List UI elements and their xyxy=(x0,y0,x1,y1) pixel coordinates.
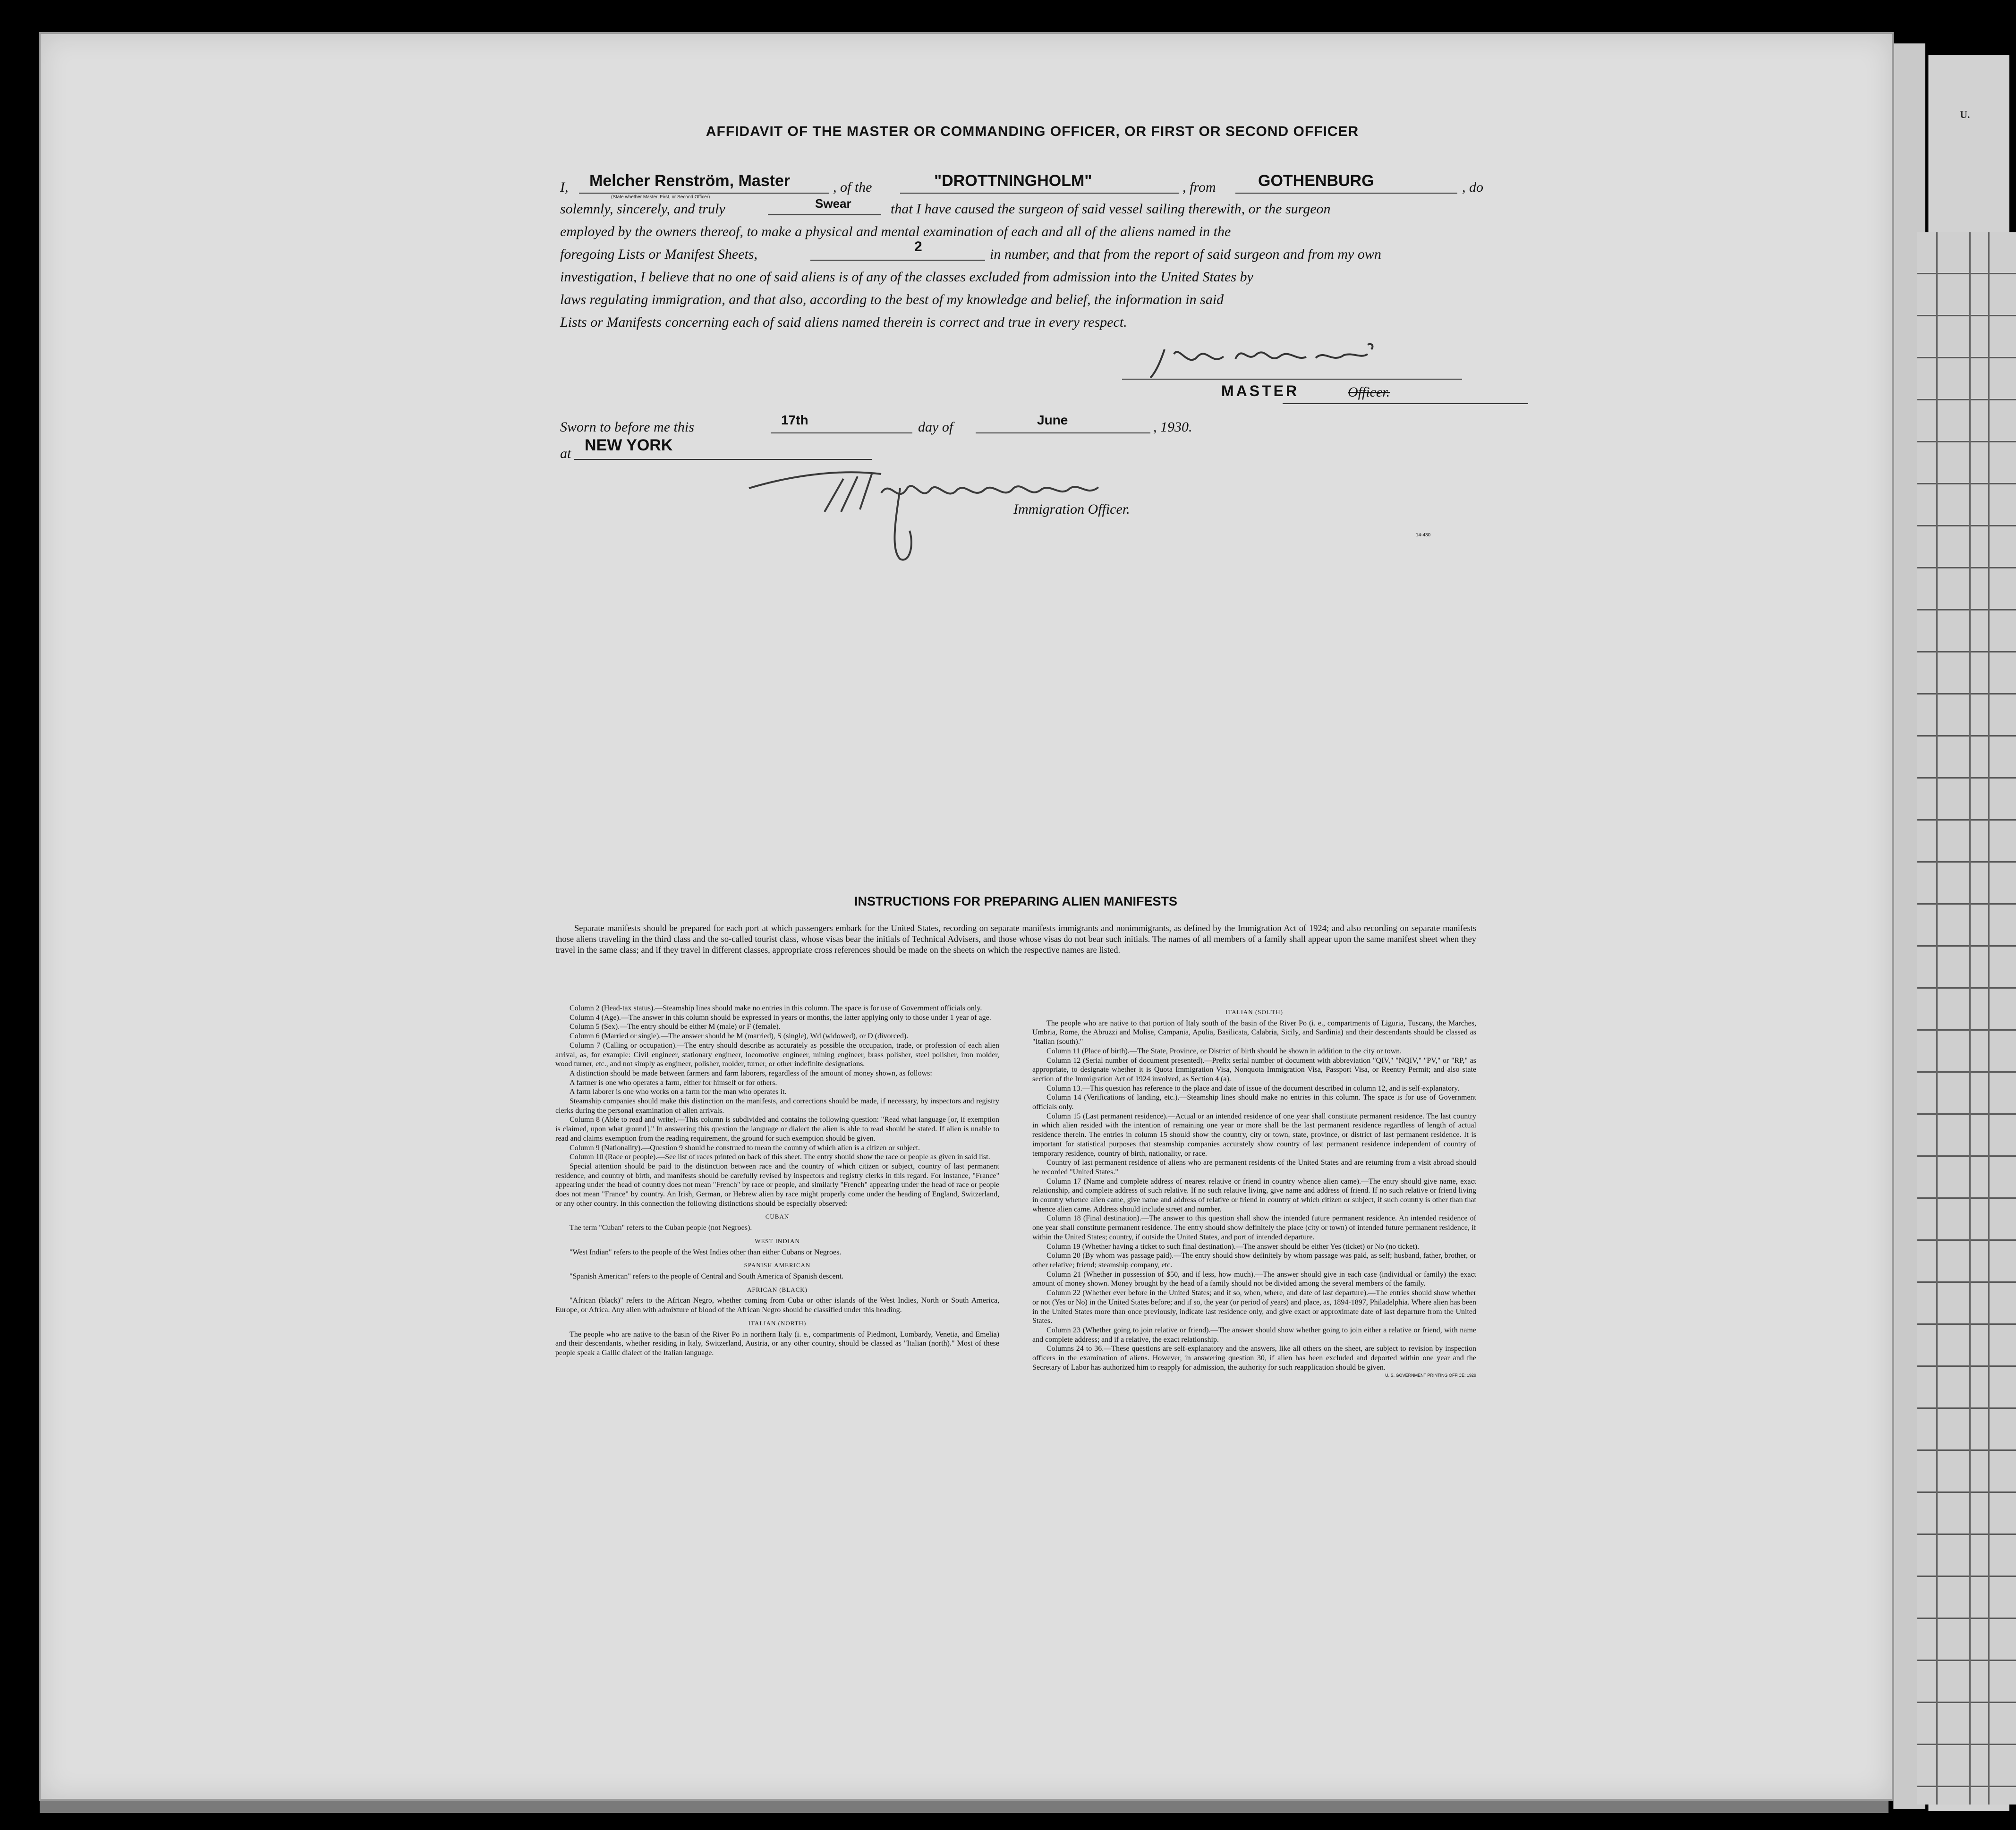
cuban-heading: CUBAN xyxy=(765,1213,790,1220)
signer-title: MASTER xyxy=(1221,382,1300,399)
page-bottom-edge xyxy=(40,1800,1888,1813)
instruction-paragraph: Column 18 (Final destination).—The answer to this question shall show the intended future permanent residence. An intended residence of one year shall constitute permanent residence. The entry should show definitely the place (city or town) of intended future permanent residence, if within the United States; country, if outside the United States, and port of intended departure. xyxy=(1032,1214,1476,1241)
affidavit-text-of-the: , of the xyxy=(833,179,872,195)
immigration-officer-label: Immigration Officer. xyxy=(1013,501,1130,517)
signer-title-line xyxy=(1283,403,1528,404)
instruction-paragraph: Column 6 (Married or single).—The answer should be M (married), S (single), Wd (widowed), or D (divorced). xyxy=(570,1032,909,1041)
instruction-paragraph: Column 7 (Calling or occupation).—The entry should describe as accurately as possible the occupation, trade, or profession of each alien arrival, as, for example: Civil engineer, stationary engineer, locomotive engineer, mining engineer, brass polisher, steel polisher, iron molder, wood turner, etc., and not simply as engineer, polisher, molder, turner, or other indefinite designations. xyxy=(555,1041,999,1068)
instruction-paragraph: A farm laborer is one who works on a farm for the man who operates it. xyxy=(570,1088,787,1096)
instructions-right-column xyxy=(1032,1004,1476,1378)
affidavit-text-line3: employed by the owners thereof, to make a physical and mental examination of each and all of the aliens named in the xyxy=(560,224,1231,239)
spanish-american-heading: SPANISH AMERICAN xyxy=(744,1262,811,1269)
at-label: at xyxy=(560,446,571,461)
instruction-paragraph: A distinction should be made between farmers and farm laborers, regardless of the amount of money shown, as follows: xyxy=(570,1069,932,1077)
instructions-left-column xyxy=(555,1004,999,1358)
oath-type-line xyxy=(768,214,881,215)
instruction-paragraph: Column 10 (Race or people).—See list of races printed on back of this sheet. The entry should show the race or people as given in said list. xyxy=(570,1153,990,1161)
instructions-intro: Separate manifests should be prepared for each port at which passengers embark for the United States, recording on separate manifests immigrants and nonimmigrants, as defined by the Immigration Act of 1924; and also recording on separate manifests those aliens traveling in the third class and the so-called tourist class, whose visas bear the initials of Technical Advisers, and those whose visas do not bear such initials. The names of all members of a family shall appear upon the same manifest sheet when they travel in the same class; and if they travel in different classes, appropriate cross references should be made on the sheets on which the respective names are listed. xyxy=(555,924,1476,955)
instruction-paragraph: Column 12 (Serial number of document presented).—Prefix serial number of document with abbreviation "QIV," "NQIV," "PV," or "RP," as appropriate, to designate whether it is Quota Immigration Visa, Nonquota Immigration Visa, Passport Visa, or Reentry Permit; and also state section of the Immigration Act of 1924 involved, as Section 4 (a). xyxy=(1032,1056,1476,1083)
affidavit-text-line4b: in number, and that from the report of said surgeon and from my own xyxy=(990,246,1381,262)
instruction-paragraph: Column 22 (Whether ever before in the United States; and if so, when, where, and date of last departure).—The entries should show whether or not (Yes or No) in the United States before; and if so, the year (or period of years) and place, as, 1894-1897, Philadelphia. Where alien has been in the United States more than once previously, indicate last residence only, and give exact or approximate date of last departure from the United States. xyxy=(1032,1289,1476,1325)
officer-struck: Officer. xyxy=(1348,384,1390,400)
sworn-day-of: day of xyxy=(918,419,953,435)
instruction-paragraph: Steamship companies should make this distinction on the manifests, and corrections should be made, if necessary, by inspectors and registry clerks during the personal examination of alien arrivals. xyxy=(555,1097,999,1115)
instruction-paragraph: Column 4 (Age).—The answer in this column should be expressed in years or months, the latter applying only to those under 1 year of age. xyxy=(570,1013,991,1022)
instructions-title: INSTRUCTIONS FOR PREPARING ALIEN MANIFESTS xyxy=(854,894,1178,908)
instruction-paragraph: Column 15 (Last permanent residence).—Actual or an intended residence of one year shall constitute permanent residence. The last country in which alien resided with the intention of remaining one year or more shall be the last permanent residence regardless of length of actual residence therein. The entries in column 15 should show the country, city or town, state, province, or district of last permanent residence. It is important for statistical purposes that steamship companies accurately show country of last permanent residence independent of country of temporary residence, country of birth, nationality, or race. xyxy=(1032,1112,1476,1158)
instruction-paragraph: A farmer is one who operates a farm, either for himself or for others. xyxy=(570,1078,777,1087)
cuban-definition: The term "Cuban" refers to the Cuban people (not Negroes). xyxy=(570,1224,752,1232)
instruction-paragraph: Column 5 (Sex).—The entry should be either M (male) or F (female). xyxy=(570,1023,781,1031)
sworn-month: June xyxy=(1037,413,1068,427)
sworn-place: NEW YORK xyxy=(585,436,673,454)
spanish-american-definition: "Spanish American" refers to the people of Central and South America of Spanish descent. xyxy=(570,1272,844,1280)
affidavit-title: AFFIDAVIT OF THE MASTER OR COMMANDING OFFICER, OR FIRST OR SECOND OFFICER xyxy=(706,124,1359,139)
adjacent-page-text: U. xyxy=(1960,109,1970,120)
sworn-label: Sworn to before me this xyxy=(560,419,694,435)
manifest-page xyxy=(39,32,1894,1801)
affidavit-text-solemnly: solemnly, sincerely, and truly xyxy=(560,201,725,217)
west-indian-heading: WEST INDIAN xyxy=(755,1237,800,1245)
ship-name: "DROTTNINGHOLM" xyxy=(934,172,1092,190)
instruction-paragraph: Country of last permanent residence of aliens who are permanent residents of the United States and are returning from a visit abroad should be recorded "United States." xyxy=(1032,1159,1476,1176)
state-whether-note: (State whether Master, First, or Second Officer) xyxy=(611,195,710,200)
affidavit-text-line7: Lists or Manifests concerning each of said aliens named therein is correct and true in every respect. xyxy=(560,314,1127,330)
west-indian-definition: "West Indian" refers to the people of the West Indies other than either Cubans or Negroes. xyxy=(570,1248,842,1256)
italian-north-definition: The people who are native to the basin of the River Po in northern Italy (i. e., compartments of Piedmont, Lombardy, Venetia, and Emelia) and their descendants, whether residing in Italy, Switzerland, Austria, or any other country, should be classed as "Italian (north)." Most of these people speak a Gallic dialect of the Italian language. xyxy=(555,1330,999,1357)
african-heading: AFRICAN (BLACK) xyxy=(747,1286,808,1293)
instruction-paragraph: Column 9 (Nationality).—Question 9 should be construed to mean the country of which alien is a citizen or subject. xyxy=(570,1144,920,1152)
affidavit-text-from: , from xyxy=(1182,179,1216,195)
affidavit-text-line4a: foregoing Lists or Manifest Sheets, xyxy=(560,246,758,262)
instruction-paragraph: Column 23 (Whether going to join relative or friend).—The answer should show whether going to join either a relative or friend, with name and complete address; and if a relative, the exact relationship. xyxy=(1032,1326,1476,1344)
affidavit-text-line5: investigation, I believe that no one of said aliens is of any of the classes excluded from admission into the United States by xyxy=(560,269,1253,285)
italian-south-heading: ITALIAN (SOUTH) xyxy=(1225,1008,1283,1016)
printer-imprint: U. S. GOVERNMENT PRINTING OFFICE: 1929 xyxy=(1385,1373,1476,1378)
instruction-paragraph: Column 8 (Able to read and write).—This column is subdivided and contains the following question: "Read what language [or, if exemption is claimed, upon what ground]." In answering this question the language or dialect the alien is able to read should be stated. If alien is unable to read and claims exemption from the reading requirement, the ground for such exemption should be given. xyxy=(555,1116,999,1143)
oath-type: Swear xyxy=(815,196,851,211)
sworn-year: , 1930. xyxy=(1153,419,1192,435)
instruction-paragraph: Column 14 (Verifications of landing, etc.).—Steamship lines should make no entries in this column. The space is for use of Government officials only. xyxy=(1032,1093,1476,1111)
instruction-paragraph: Column 2 (Head-tax status).—Steamship lines should make no entries in this column. The space is for use of Government officials only. xyxy=(570,1004,982,1012)
adjacent-ledger-grid xyxy=(1917,232,2016,1805)
instruction-paragraph: Column 20 (By whom was passage paid).—The entry should show definitely by whom passage was paid, as self; husband, father, brother, or other relative; friend; steamship company, etc. xyxy=(1032,1252,1476,1269)
instruction-paragraph: Column 19 (Whether having a ticket to such final destination).—The answer should be either Yes (ticket) or No (no ticket). xyxy=(1046,1242,1420,1251)
instruction-paragraph: Special attention should be paid to the distinction between race and the country of which citizen or subject, country of last permanent residence, and country of birth, and manifests should be carefully revised by inspectors and registry clerks in this regard. For instance, "France" appearing under the head of country does not mean "French" by race or people, and similarly "French" appearing under the head of race or people does not mean "France" by country. An Irish, German, or Hebrew alien by race might properly come under the heading of England, Switzerland, or any other country. In this connection the following distinctions should be especially observed: xyxy=(555,1162,999,1208)
ledger-column-rule xyxy=(1988,232,1990,1805)
sheets-count: 2 xyxy=(914,239,922,254)
affidavit-text-do: , do xyxy=(1462,179,1483,195)
instruction-paragraph: Column 11 (Place of birth).—The State, Province, or District of birth should be shown in addition to the city or town. xyxy=(1046,1047,1402,1055)
affidavit-text-line2: that I have caused the surgeon of said vessel sailing therewith, or the surgeon xyxy=(891,201,1331,217)
sworn-month-line xyxy=(976,432,1150,433)
departure-port-line xyxy=(1235,193,1457,194)
african-definition: "African (black)" refers to the African Negro, whether coming from Cuba or other islands of the West Indies, North or South America, Europe, or Africa. Any alien with admixture of blood of the African Negro should be classified under this heading. xyxy=(555,1296,999,1314)
instruction-paragraph: Columns 24 to 36.—These questions are self-explanatory and the answers, like all others on the sheet, are subject to revision by inspection officers in the examination of aliens. However, in answering question 30, if alien has been excluded and deported within one year and the Secretary of Labor has authorized him to reapply for admission, the authority for such reapplication should be given. xyxy=(1032,1345,1476,1372)
italian-north-heading: ITALIAN (NORTH) xyxy=(748,1319,807,1327)
sworn-day: 17th xyxy=(781,413,808,427)
instruction-paragraph: Column 17 (Name and complete address of nearest relative or friend in country whence alien came).—The entry should give name, exact relationship, and complete address of such relative. If no such relative living, give name and address of friend. If no such relative or friend living in country whence alien came, give name and address of relative or friend in country of which citizen or subject, if such country is other than that whence alien came. Address should include street and number. xyxy=(1032,1177,1476,1213)
officer-name: Melcher Renström, Master xyxy=(589,172,791,190)
master-signature-line xyxy=(1122,379,1462,380)
affidavit-text-line6: laws regulating immigration, and that also, according to the best of my knowledge and belief, the information in said xyxy=(560,292,1224,307)
ledger-column-rule xyxy=(1969,232,1971,1805)
instruction-paragraph: The people who are native to that portion of Italy south of the basin of the River Po (i. e., compartments of Liguria, Tuscany, the Marches, Umbria, Rome, the Abruzzi and Molise, Campania, Apulia, Basilicata, Calabria, Sicily, and Sardinia) and their descendants should be classed as "Italian (south)." xyxy=(1032,1019,1476,1046)
ship-name-line xyxy=(900,193,1179,194)
affidavit-text-i: I, xyxy=(560,179,569,195)
departure-port: GOTHENBURG xyxy=(1258,172,1374,190)
form-number: 14-430 xyxy=(1416,533,1431,538)
instruction-paragraph: Column 13.—This question has reference to the place and date of issue of the document described in column 12, and is self-explanatory. xyxy=(1046,1084,1460,1093)
instruction-paragraph: Column 21 (Whether in possession of $50, and if less, how much).—The answer should give in each case (individual or family) the exact amount of money shown. Money brought by the head of a family should not be divided among the several members of the family. xyxy=(1032,1270,1476,1288)
sheets-count-line xyxy=(810,260,985,261)
sworn-day-line xyxy=(771,432,912,433)
officer-name-line xyxy=(579,193,829,194)
ledger-column-rule xyxy=(1936,232,1938,1805)
